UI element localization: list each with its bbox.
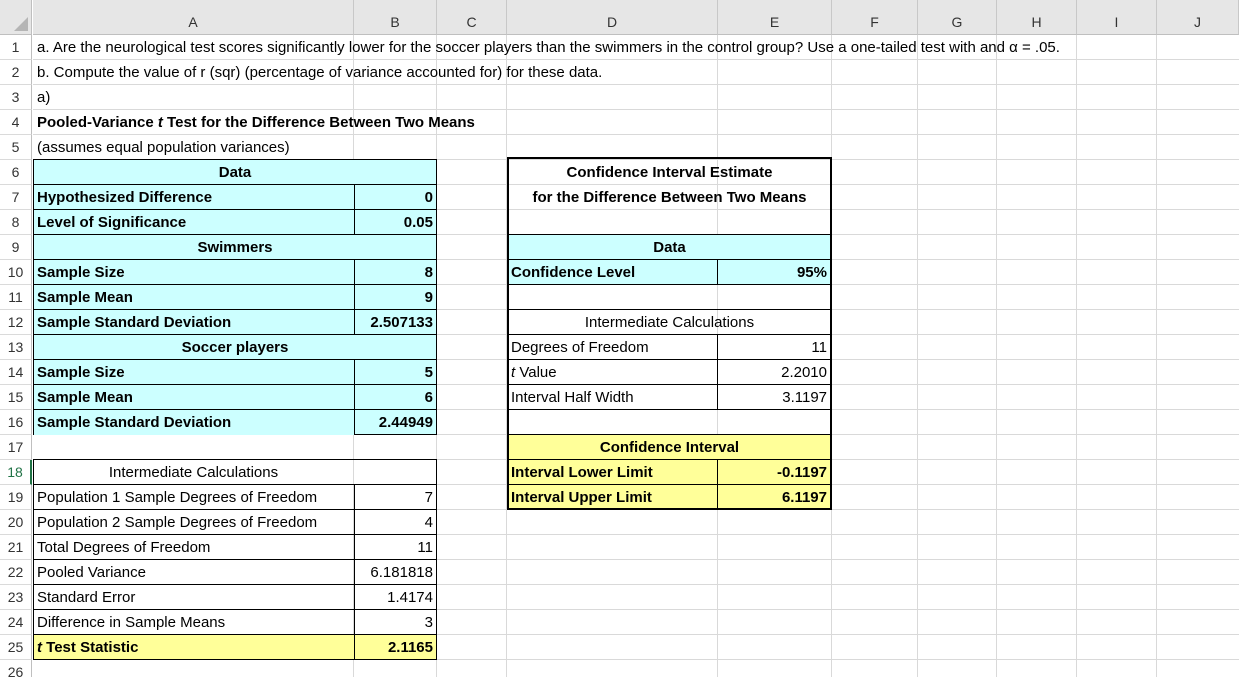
conf-label[interactable]: Confidence Level xyxy=(511,264,636,281)
row-header-21[interactable]: 21 xyxy=(0,535,32,560)
df2-value[interactable]: 4 xyxy=(424,514,433,531)
sheet-subtitle[interactable]: (assumes equal population variances) xyxy=(37,139,290,156)
row-header-25[interactable]: 25 xyxy=(0,635,32,660)
swimmers-header[interactable]: Swimmers xyxy=(197,239,273,256)
row-header-18[interactable]: 18 xyxy=(0,460,32,485)
swim-size-label[interactable]: Sample Size xyxy=(37,264,125,281)
column-header-g[interactable]: G xyxy=(918,0,997,35)
gridline-col xyxy=(996,35,997,677)
ci-title-line1[interactable]: Confidence Interval Estimate xyxy=(566,164,773,181)
lower-limit-label[interactable]: Interval Lower Limit xyxy=(511,464,653,481)
row-header-10[interactable]: 10 xyxy=(0,260,32,285)
tstat-value[interactable]: 2.1165 xyxy=(387,639,433,656)
tstat-t: t xyxy=(37,639,42,656)
row-header-11[interactable]: 11 xyxy=(0,285,32,310)
dft-value[interactable]: 11 xyxy=(417,539,433,556)
dft-label[interactable]: Total Degrees of Freedom xyxy=(37,539,211,556)
t-italic: t xyxy=(511,364,516,381)
se-label[interactable]: Standard Error xyxy=(37,589,136,606)
row-header-1[interactable]: 1 xyxy=(0,35,32,60)
gridline-col xyxy=(1156,35,1157,677)
t-label-text: Value xyxy=(515,364,557,381)
tstat-label-text: Test Statistic xyxy=(42,639,139,656)
column-header-d[interactable]: D xyxy=(507,0,718,35)
pooled-value[interactable]: 6.181818 xyxy=(370,564,433,581)
select-all-triangle-icon xyxy=(14,17,28,31)
part-label[interactable]: a) xyxy=(37,89,51,106)
significance-value[interactable]: 0.05 xyxy=(403,214,433,231)
se-value[interactable]: 1.4174 xyxy=(387,589,433,606)
ci-intermediate-header[interactable]: Intermediate Calculations xyxy=(584,314,755,331)
row-header-6[interactable]: 6 xyxy=(0,160,32,185)
row-header-14[interactable]: 14 xyxy=(0,360,32,385)
hypothesized-value[interactable]: 0 xyxy=(424,189,433,206)
row-header-15[interactable]: 15 xyxy=(0,385,32,410)
row-header-19[interactable]: 19 xyxy=(0,485,32,510)
intermediate-header[interactable]: Intermediate Calculations xyxy=(108,464,279,481)
row-header-2[interactable]: 2 xyxy=(0,60,32,85)
lower-limit-value[interactable]: -0.1197 xyxy=(776,464,827,481)
df1-value[interactable]: 7 xyxy=(424,489,433,506)
soc-size-label[interactable]: Sample Size xyxy=(37,364,125,381)
gridline-col xyxy=(1076,35,1077,677)
title-prefix: Pooled-Variance xyxy=(37,114,158,131)
t-value[interactable]: 2.2010 xyxy=(781,364,827,381)
t-value-label[interactable] xyxy=(511,360,557,385)
row-header-9[interactable]: 9 xyxy=(0,235,32,260)
row-header-7[interactable]: 7 xyxy=(0,185,32,210)
data-header[interactable]: Data xyxy=(218,164,252,181)
dof-label[interactable]: Degrees of Freedom xyxy=(511,339,649,356)
soc-size-value[interactable]: 5 xyxy=(424,364,433,381)
row-header-13[interactable]: 13 xyxy=(0,335,32,360)
conf-value[interactable]: 95% xyxy=(796,264,827,281)
column-header-e[interactable]: E xyxy=(718,0,832,35)
row-header-23[interactable]: 23 xyxy=(0,585,32,610)
question-a-text[interactable]: a. Are the neurological test scores significantly lower for the soccer players than the swimmers in the control group? Use a one-tailed test with and α = .05. xyxy=(37,39,1060,56)
swim-sd-value[interactable]: 2.507133 xyxy=(370,314,433,331)
soc-mean-value[interactable]: 6 xyxy=(424,389,433,406)
df1-label[interactable]: Population 1 Sample Degrees of Freedom xyxy=(37,489,318,506)
column-header-j[interactable]: J xyxy=(1157,0,1239,35)
ci-header[interactable]: Confidence Interval xyxy=(599,439,740,456)
diff-value[interactable]: 3 xyxy=(424,614,433,631)
row-header-20[interactable]: 20 xyxy=(0,510,32,535)
soccer-header[interactable]: Soccer players xyxy=(181,339,289,356)
row-header-16[interactable]: 16 xyxy=(0,410,32,435)
column-header-c[interactable]: C xyxy=(437,0,507,35)
diff-label[interactable]: Difference in Sample Means xyxy=(37,614,226,631)
row-header-3[interactable]: 3 xyxy=(0,85,32,110)
swim-sd-label[interactable]: Sample Standard Deviation xyxy=(37,314,232,331)
column-header-b[interactable]: B xyxy=(354,0,437,35)
question-b-text[interactable]: b. Compute the value of r (sqr) (percentage of variance accounted for) for these data. xyxy=(37,64,603,81)
title-t: t xyxy=(157,114,163,131)
hypothesized-label[interactable]: Hypothesized Difference xyxy=(37,189,213,206)
column-header-f[interactable]: F xyxy=(832,0,918,35)
row-header-24[interactable]: 24 xyxy=(0,610,32,635)
row-header-4[interactable]: 4 xyxy=(0,110,32,135)
column-header-h[interactable]: H xyxy=(997,0,1077,35)
row-header-8[interactable]: 8 xyxy=(0,210,32,235)
column-header-a[interactable]: A xyxy=(33,0,354,35)
soc-mean-label[interactable]: Sample Mean xyxy=(37,389,133,406)
dof-value[interactable]: 11 xyxy=(811,339,827,356)
row-header-12[interactable]: 12 xyxy=(0,310,32,335)
significance-label[interactable]: Level of Significance xyxy=(37,214,187,231)
upper-limit-value[interactable]: 6.1197 xyxy=(781,489,827,506)
tstat-label[interactable] xyxy=(37,635,138,660)
soc-sd-label[interactable]: Sample Standard Deviation xyxy=(37,414,232,431)
half-width-value[interactable]: 3.1197 xyxy=(782,389,827,406)
swim-size-value[interactable]: 8 xyxy=(424,264,433,281)
column-header-i[interactable]: I xyxy=(1077,0,1157,35)
sheet-title[interactable] xyxy=(37,110,475,135)
row-header-17[interactable]: 17 xyxy=(0,435,32,460)
swim-mean-value[interactable]: 9 xyxy=(424,289,433,306)
pooled-label[interactable]: Pooled Variance xyxy=(37,564,146,581)
df2-label[interactable]: Population 2 Sample Degrees of Freedom xyxy=(37,514,318,531)
row-header-5[interactable]: 5 xyxy=(0,135,32,160)
select-all-corner[interactable] xyxy=(0,0,32,35)
title-suffix: Test for the Difference Between Two Means xyxy=(162,114,475,131)
row-header-26[interactable]: 26 xyxy=(0,660,32,677)
row-header-22[interactable]: 22 xyxy=(0,560,32,585)
soc-sd-value[interactable]: 2.44949 xyxy=(378,414,433,431)
half-width-label[interactable]: Interval Half Width xyxy=(511,389,634,406)
ci-title-line2[interactable]: for the Difference Between Two Means xyxy=(532,189,807,206)
gridline-col xyxy=(917,35,918,677)
upper-limit-label[interactable]: Interval Upper Limit xyxy=(511,489,652,506)
swim-mean-label[interactable]: Sample Mean xyxy=(37,289,133,306)
ci-data-header[interactable]: Data xyxy=(653,239,686,256)
